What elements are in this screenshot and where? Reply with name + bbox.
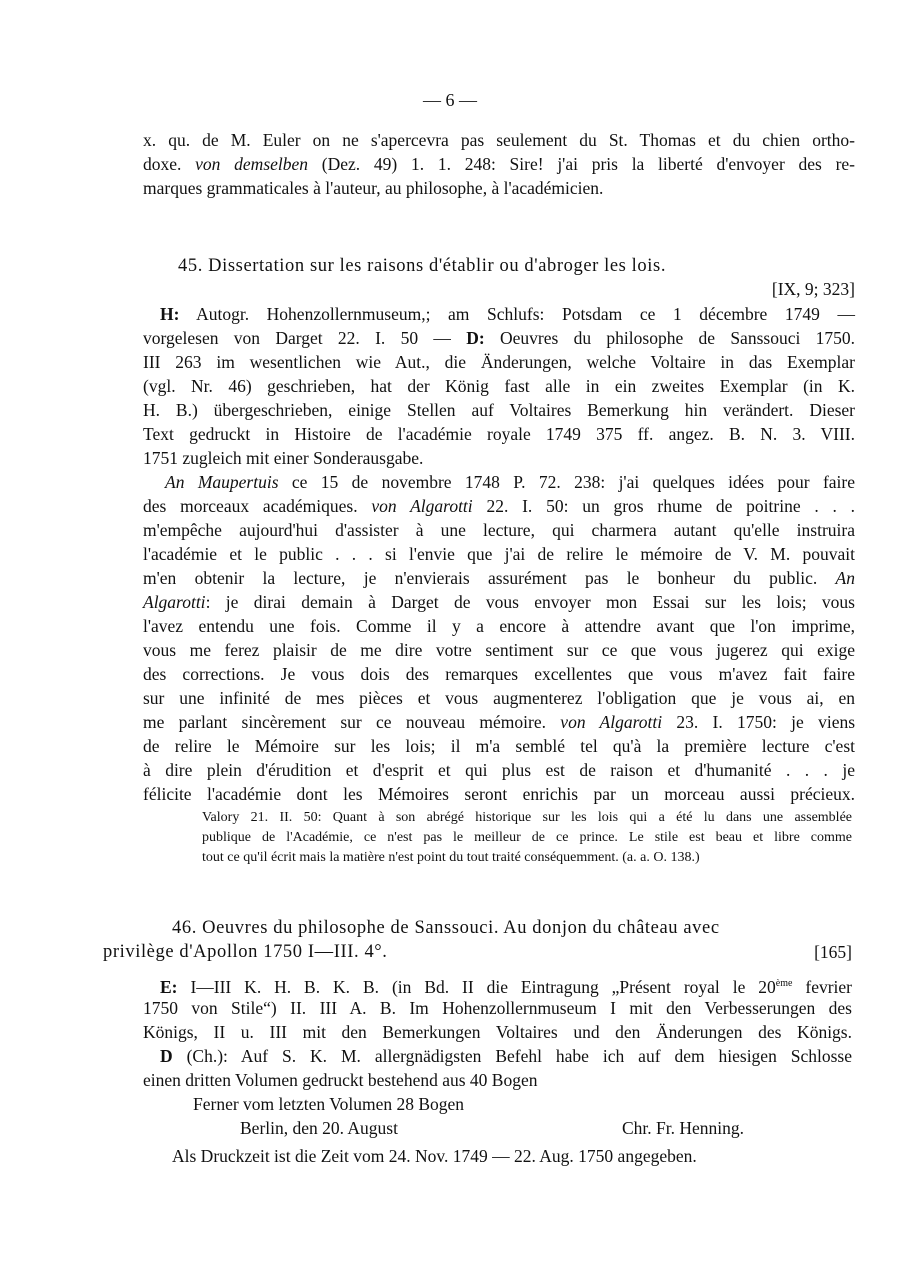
italic-name: von demselben	[195, 154, 309, 174]
text-line: x. qu. de M. Euler on ne s'apercevra pas seulement du St. Thomas et du chien ortho-	[143, 130, 855, 150]
text-line: l'académie et le public . . . si l'envie que j'ai de relire le mémoire de V. M. pouvait	[143, 544, 855, 564]
text-line: à dire plein d'érudition et d'esprit et qui plus est de raison et d'humanité . . . je	[143, 760, 855, 780]
entry-45-heading: 45. Dissertation sur les raisons d'établir ou d'abroger les lois.	[178, 256, 667, 276]
text-line: Algarotti: je dirai demain à Darget de vous envoyer mon Essai sur les lois; vous	[143, 592, 855, 612]
text-line: Ferner vom letzten Volumen 28 Bogen	[193, 1094, 465, 1114]
h-label: H:	[160, 304, 180, 324]
text-line: 1751 zugleich mit einer Sonderausgabe.	[143, 448, 424, 468]
text-line: einen dritten Volumen gedruckt bestehend aus 40 Bogen	[143, 1070, 538, 1090]
footnote-line: publique de l'Académie, ce n'est pas le meilleur de ce prince. Le stile est beau et libre comme	[202, 830, 852, 845]
page-number: — 6 —	[423, 90, 477, 110]
text-line: félicite l'académie dont les Mémoires seront enrichis par un morceau aussi précieux.	[143, 784, 855, 804]
entry-46-heading-cont: privilège d'Apollon 1750 I—III. 4°.	[103, 942, 388, 962]
text-line: m'en obtenir la lecture, je n'envierais assurément pas le bonheur du public. An	[143, 568, 855, 588]
footnote-line: tout ce qu'il écrit mais la matière n'est point du tout traité conséquemment. (a. a. O. 138.)	[202, 850, 700, 865]
entry-46-ref: [165]	[814, 942, 852, 962]
text-line: III 263 im wesentlichen wie Aut., die Änderungen, welche Voltaire in das Exemplar	[143, 352, 855, 372]
text-line: (vgl. Nr. 46) geschrieben, hat der König fast alle in ein zweites Exemplar (in K.	[143, 376, 855, 396]
text-line: H: Autogr. Hohenzollernmuseum,; am Schlufs: Potsdam ce 1 décembre 1749 —	[160, 304, 855, 324]
text-line: E: I—III K. H. B. K. B. (in Bd. II die Eintragung „Présent royal le 20ème fevrier	[160, 976, 852, 997]
text-line: H. B.) übergeschrieben, einige Stellen auf Voltaires Bemerkung hin verändert. Dieser	[143, 400, 855, 420]
text-line: vorgelesen von Darget 22. I. 50 — D: Oeuvres du philosophe de Sanssouci 1750.	[143, 328, 856, 348]
text-line: Königs, II u. III mit den Bemerkungen Voltaires und den Änderungen des Königs.	[143, 1022, 852, 1042]
entry-46-heading: 46. Oeuvres du philosophe de Sanssouci. Au donjon du château avec	[172, 918, 720, 938]
d-label: D	[160, 1046, 173, 1066]
text-line: de relire le Mémoire sur les lois; il m'a semblé tel qu'à la première lecture c'est	[143, 736, 855, 756]
d-label: D:	[466, 328, 485, 348]
text-line: m'empêche aujourd'hui d'assister à une lecture, qui charmera autant qu'elle instruira	[143, 520, 855, 540]
signature-place-date: Berlin, den 20. August	[240, 1118, 398, 1138]
entry-45-ref: [IX, 9; 323]	[771, 279, 855, 299]
e-label: E:	[160, 976, 178, 997]
text-line: des morceaux académiques. von Algarotti 22. I. 50: un gros rhume de poitrine . . .	[143, 496, 856, 516]
text-line: l'avez entendu une fois. Comme il y a encore à attendre avant que l'on imprime,	[143, 616, 855, 636]
footnote-line: Valory 21. II. 50: Quant à son abrégé historique sur les lois qui a été lu dans une assemblée	[202, 810, 852, 825]
text-line: marques grammaticales à l'auteur, au philosophe, à l'académicien.	[143, 178, 604, 198]
signature-name: Chr. Fr. Henning.	[622, 1118, 745, 1138]
text-line: me parlant sincèrement sur ce nouveau mémoire. von Algarotti 23. I. 1750: je viens	[143, 712, 856, 732]
text-line: An Maupertuis ce 15 de novembre 1748 P. 72. 238: j'ai quelques idées pour faire	[165, 472, 855, 492]
text-line: D (Ch.): Auf S. K. M. allergnädigsten Befehl habe ich auf dem hiesigen Schlosse	[160, 1046, 852, 1066]
text-line: Als Druckzeit ist die Zeit vom 24. Nov. 1749 — 22. Aug. 1750 angegeben.	[172, 1146, 697, 1166]
text-line: Text gedruckt in Histoire de l'académie royale 1749 375 ff. angez. B. N. 3. VIII.	[143, 424, 855, 444]
text-line: vous me ferez plaisir de me dire votre sentiment sur ce que vous jugerez qui exige	[143, 640, 855, 660]
text-line: 1750 von Stile“) II. III A. B. Im Hohenzollernmuseum I mit den Verbesserungen des	[143, 998, 852, 1018]
text-line: doxe. von demselben (Dez. 49) 1. 1. 248: Sire! j'ai pris la liberté d'envoyer des re-	[143, 154, 856, 174]
text-line: des corrections. Je vous dois des remarques excellentes que vous m'avez fait faire	[143, 664, 855, 684]
text-line: sur une infinité de mes pièces et vous augmenterez l'obligation que je vous ai, en	[143, 688, 855, 708]
